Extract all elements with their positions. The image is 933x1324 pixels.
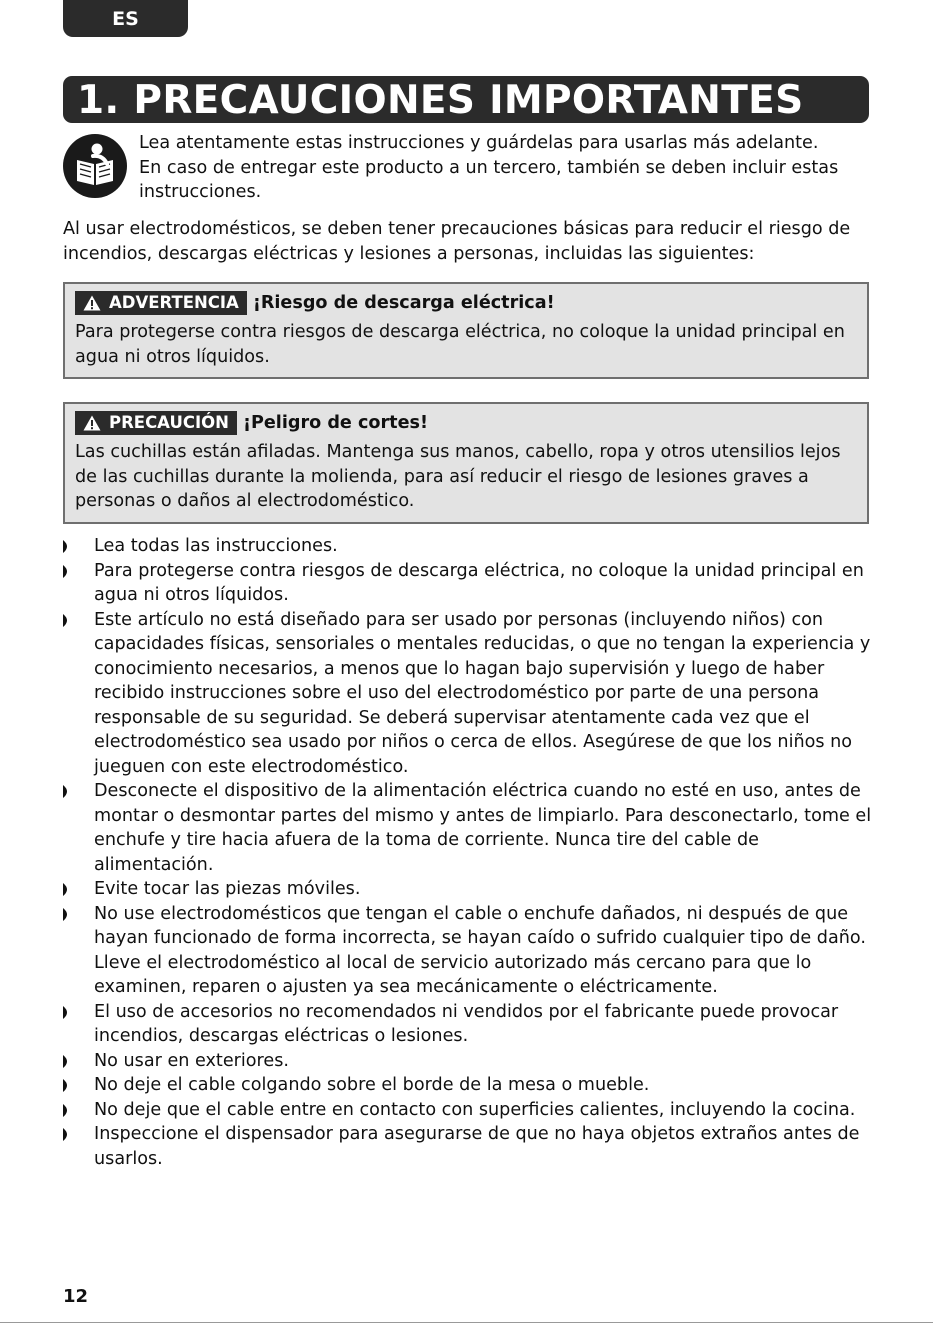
warning-triangle-icon (83, 295, 101, 311)
warning-text: Para protegerse contra riesgos de descarga eléctrica, no coloque la unidad principal en agua ni otros líquidos. (75, 322, 845, 367)
warning-badge-label: ADVERTENCIA (109, 293, 239, 312)
list-item: Lea todas las instrucciones. (63, 534, 873, 559)
intro-text (139, 131, 869, 205)
intro-line: instrucciones. (139, 182, 262, 202)
bullet-icon (63, 785, 71, 798)
caution-badge-label: PRECAUCIÓN (109, 413, 229, 432)
read-manual-icon (63, 134, 127, 198)
lead-paragraph: Al usar electrodomésticos, se deben tener precauciones básicas para reducir el riesgo de incendios, descargas eléctricas y lesiones a personas, incluidas las siguientes: (63, 219, 851, 264)
intro-line: En caso de entregar este producto a un tercero, también se deben incluir estas (139, 157, 839, 178)
intro-line: Lea atentamente estas instrucciones y guárdelas para usarlas más adelante. (139, 133, 819, 153)
list-item: Este artículo no está diseñado para ser usado por personas (incluyendo niños) con capacidades físicas, sensoriales o mentales reducidas, o que no tengan la experiencia y conocimiento necesarios, a menos que lo hagan bajo supervisión y luego de haber recibido instrucciones sobre el uso del electrodoméstico por parte de una persona responsable de su seguridad. Se deberá supervisar atentamente cada vez que el electrodoméstico sea usado por niños o cerca de ellos. Asegúrese de que los niños no jueguen con este electrodoméstico. (63, 608, 873, 780)
caution-box (63, 402, 869, 524)
bullet-icon (63, 1055, 71, 1068)
bullet-icon (63, 1006, 71, 1019)
list-item: El uso de accesorios no recomendados ni vendidos por el fabricante puede provocar incendios, descargas eléctricas o lesiones. (63, 1000, 873, 1049)
warning-box (63, 282, 869, 379)
bullet-icon (63, 1128, 71, 1141)
bullet-icon (63, 614, 71, 627)
page-number: 12 (63, 1286, 89, 1307)
bullet-icon (63, 1079, 71, 1092)
list-item: No deje el cable colgando sobre el borde de la mesa o mueble. (63, 1073, 873, 1098)
caution-text: Las cuchillas están afiladas. Mantenga sus manos, cabello, ropa y otros utensilios lejos de las cuchillas durante la molienda, para así reducir el riesgo de lesiones graves a personas o daños al electrodoméstico. (75, 442, 841, 511)
list-item: Para protegerse contra riesgos de descarga eléctrica, no coloque la unidad principal en agua ni otros líquidos. (63, 559, 873, 608)
bullet-icon (63, 1104, 71, 1117)
warning-title: ¡Riesgo de descarga eléctrica! (252, 293, 555, 313)
precautions-list (63, 534, 873, 1171)
bullet-icon (63, 883, 71, 896)
caution-title: ¡Peligro de cortes! (242, 413, 429, 433)
list-item: Desconecte el dispositivo de la alimentación eléctrica cuando no esté en uso, antes de montar o desmontar partes del mismo y antes de limpiarlo. Para desconectarlo, tome el enchufe y tire hacia afuera de la toma de corriente. Nunca tire del cable de alimentación. (63, 779, 873, 877)
language-tab: ES (63, 0, 188, 37)
list-item: No deje que el cable entre en contacto con superficies calientes, incluyendo la cocina. (63, 1098, 873, 1123)
section-title: 1. PRECAUCIONES IMPORTANTES (63, 76, 869, 123)
warning-triangle-icon (83, 415, 101, 431)
list-item: Inspeccione el dispensador para asegurarse de que no haya objetos extraños antes de usarlos. (63, 1122, 873, 1171)
list-item: Evite tocar las piezas móviles. (63, 877, 873, 902)
caution-badge (75, 411, 237, 435)
list-item: No use electrodomésticos que tengan el cable o enchufe dañados, ni después de que hayan funcionado de forma incorrecta, se hayan caído o sufrido cualquier tipo de daño. Lleve el electrodoméstico al local de servicio autorizado más cercano para que lo examinen, reparen o ajusten ya sea mecánicamente o eléctricamente. (63, 902, 873, 1000)
bullet-icon (63, 540, 71, 553)
list-item: No usar en exteriores. (63, 1049, 873, 1074)
warning-badge (75, 291, 247, 315)
bullet-icon (63, 908, 71, 921)
bullet-icon (63, 565, 71, 578)
page-bottom-divider (0, 1322, 933, 1323)
